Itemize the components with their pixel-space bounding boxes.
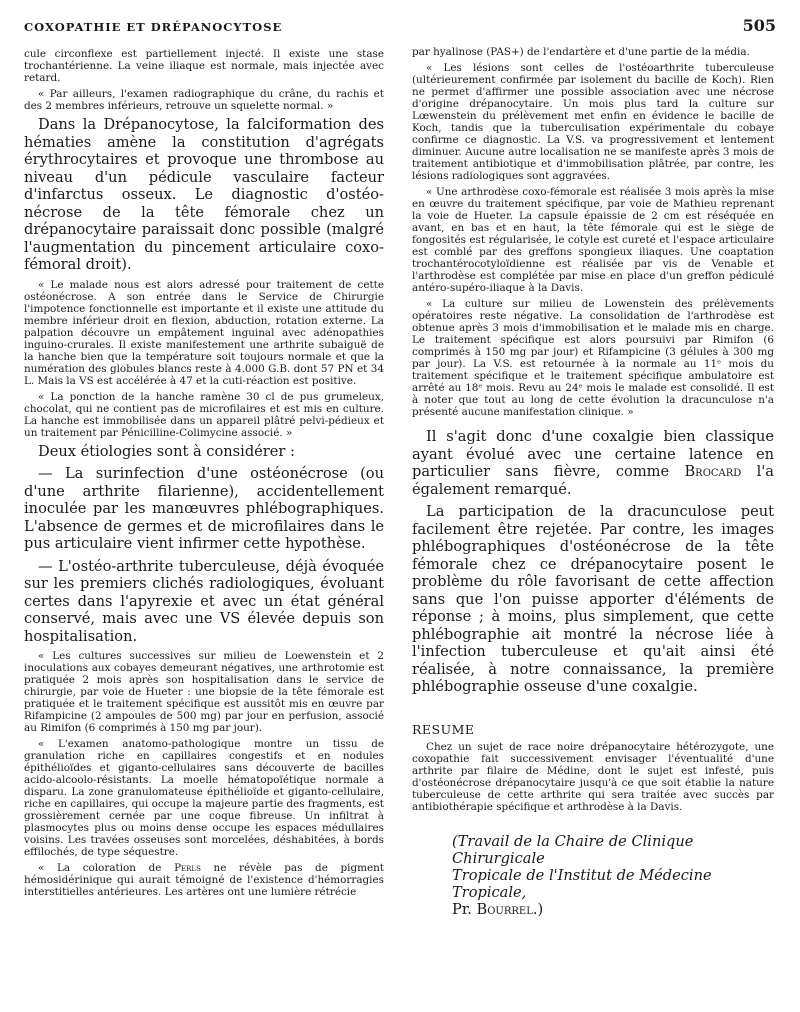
text-run: « La coloration de: [38, 862, 175, 874]
author-name: Brocard: [684, 463, 742, 480]
institution-credit: [452, 833, 774, 918]
paragraph: « Par ailleurs, l'examen radiographique du crâne, du rachis et des 2 membres inférieurs, retrouve un squelette normal. »: [24, 88, 384, 112]
paragraph: — L'ostéo-arthrite tuberculeuse, déjà évoquée sur les premiers clichés radiologiques, évoluant certes dans l'apyrexie et avec un état général conservé, mais avec une VS élevée depuis son hospitalisation.: [24, 557, 384, 645]
author-name: Perls: [174, 862, 201, 874]
text-run: .): [532, 900, 544, 918]
credit-line: Tropicale de l'Institut de Médecine Tropicale,: [452, 866, 712, 901]
text-run: ne révèle pas de pigment hémosidérinique qui aurait témoigné de l'existence d'hémorragies interstitielles antérieures. Les artères ont une lumière rétrécie: [24, 862, 384, 898]
paragraph: [412, 428, 774, 498]
running-title: COXOPATHIE ET DRÉPANOCYTOSE: [24, 20, 283, 34]
paragraph: « La culture sur milieu de Lowenstein des prélèvements opératoires reste négative. La consolidation de l'arthrodèse est obtenue après 3 mois d'immobilisation et le malade mis en charge. Le traitement spécifique est alors poursuivi par Rimifon (6 comprimés à 150 mg par jour) et Rifampicine (3 gélules à 300 mg par jour). La V.S. est retournée à la normale au 11ᵉ mois du traitement spécifique et le traitement spécifique ambulatoire est arrêté au 18ᵉ mois. Revu au 24ᵉ mois le malade est consolidé. Il est à noter que tout au long de cette évolution la dracunculose n'a présenté aucune manifestation clinique. »: [412, 298, 774, 418]
credit-line: [452, 901, 774, 918]
left-column: [24, 48, 384, 902]
paragraph: La participation de la dracunculose peut facilement être rejetée. Par contre, les images phlébographiques d'ostéonécrose de la tête fémorale chez ce drépanocytaire posent le problème du rôle favorisant de cette affection sans que l'on puisse apporter d'éléments de réponse ; à moins, plus simplement, que cette phlébographie ait montré la nécrose liée à l'infection tuberculeuse et qu'ait ainsi été réalisée, à notre connaissance, la première phlébographie osseuse d'une coxalgie.: [412, 503, 774, 695]
paragraph: « La ponction de la hanche ramène 30 cl de pus grumeleux, chocolat, qui ne contient pas de microfilaires et est mis en culture. La hanche est immobilisée dans un appareil plâtré pelvi-pédieux et un traitement par Pénicilline-Colimycine associé. »: [24, 390, 384, 439]
paragraph: — La surinfection d'une ostéonécrose (ou d'une arthrite filarienne), accidentellement inoculée par les manœuvres phlébographiques. L'absence de germes et de microfilaires dans le pus articulaire vient infirmer cette hypothèse.: [24, 465, 384, 552]
paragraph: Deux étiologies sont à considérer :: [38, 442, 295, 460]
paragraph: « Les cultures successives sur milieu de Loewenstein et 2 inoculations aux cobayes demeurant négatives, une arthrotomie est pratiquée 2 mois après son hospitalisation dans le service de chirurgie, par voie de Hueter : une biopsie de la tête fémorale est pratiquée et le traitement spécifique est aussitôt mis en œuvre par Rifampicine (2 ampoules de 500 mg) par jour en perfusion, associé au Rimifon (6 comprimés à 150 mg par jour).: [24, 650, 384, 734]
paragraph: par hyalinose (PAS+) de l'endartère et d'une partie de la média.: [412, 46, 750, 58]
paragraph: [24, 862, 384, 898]
paragraph: « Le malade nous est alors adressé pour traitement de cette ostéonécrose. A son entrée dans le Service de Chirurgie l'impotence fonctionnelle est importante et il existe une attitude du membre inférieur droit en flexion, abduction, rotation externe. La palpation découvre un empâtement inguinal avec adénopathies inguino-crurales. Il existe manifestement une arthrite subaiguë de la hanche bien que la température soit toujours normale et que la numération des globules blancs reste à 4.000 G.B. dont 57 PN et 34 L. Mais la VS est accélérée à 47 et la cuti-réaction est positive.: [24, 278, 384, 387]
author-name: Bourrel: [476, 900, 533, 918]
paragraph: Dans la Drépanocytose, la falciformation des hématies amène la constitution d'agrégats érythrocytaires et provoque une thrombose au niveau d'un pédicule vasculaire facteur d'infarctus osseux. Le diagnostic d'ostéo-nécrose de la tête fémorale chez un drépanocytaire paraissait donc possible (malgré l'augmentation du pincement articulaire coxo-fémoral droit).: [24, 116, 384, 273]
paragraph: « Une arthrodèse coxo-fémorale est réalisée 3 mois après la mise en œuvre du traitement spécifique, par voie de Mathieu reprenant la voie de Hueter. La capsule épaissie de 2 cm est réséquée en avant, en bas et en haut, la tête fémorale qui est le siège de fongosités est régularisée, le cotyle est cureté et l'espace articulaire est comblé par des greffons spongieux iliaques. Une coaptation trochantérocotyloïdienne est réalisée par vis de Venable et l'arthrodèse est complétée par mise en place d'un greffon pédiculé antéro-supéro-iliaque à la Davis.: [412, 186, 774, 294]
paragraph: cule circonflexe est partiellement injecté. Il existe une stase trochantérienne. La veine iliaque est normale, mais injectée avec retard.: [24, 48, 384, 84]
paragraph: « Les lésions sont celles de l'ostéoarthrite tuberculeuse (ultérieurement confirmée par isolement du bacille de Koch). Rien ne permet d'affirmer une possible association avec une nécrose d'origine drépanocytaire. Un mois plus tard la culture sur Lœwenstein du prélèvement met enfin en évidence le bacille de Koch, tandis que la tuberculisation expérimentale du cobaye confirme ce diagnostic. La V.S. va progressivement et lentement diminuer. Aucune autre localisation ne se manifeste après 3 mois de traitement antibiotique et d'immobilisation plâtrée, par contre, les lésions radiologiques sont aggravées.: [412, 62, 774, 182]
text-run: Pr.: [452, 900, 477, 918]
text-run: Il s'agit donc d'une coxalgie bien classique ayant évolué avec une certaine latence en particulier sans fièvre, comme: [412, 428, 774, 480]
credit-line: (Travail de la Chaire de Clinique Chirurgicale: [452, 832, 694, 867]
text-run: l'a également remarqué.: [412, 463, 774, 498]
right-column: [412, 46, 774, 918]
resume-text: Chez un sujet de race noire drépanocytaire hétérozygote, une coxopathie fait successivement envisager l'éventualité d'une arthrite par filaire de Médine, dont le sujet est infesté, puis d'ostéonécrose drépanocytaire jusqu'à ce que soit établie la nature tuberculeuse de cette arthrite qui sera traitée avec succès par antibiothérapie spécifique et arthrodèse à la Davis.: [412, 740, 774, 813]
paragraph: « L'examen anatomo-pathologique montre un tissu de granulation riche en capillaires congestifs et en nodules épithélioïdes et giganto-cellulaires sans découverte de bacilles acido-alcoolo-résistants. La moelle hématopoïétique normale a disparu. La zone granulomateuse épithélioïde et giganto-cellulaire, riche en capillaires, qui occupe la majeure partie des fragments, est grossièrement cernée par une coque fibreuse. Un infiltrat à plasmocytes plus ou moins dense occupe les espaces médullaires voisins. Les travées osseuses sont morcelées, déshabitées, à bords effilochés, de type séquestre.: [24, 738, 384, 858]
page-number: 505: [742, 16, 776, 35]
resume-heading: RESUME: [412, 721, 475, 737]
